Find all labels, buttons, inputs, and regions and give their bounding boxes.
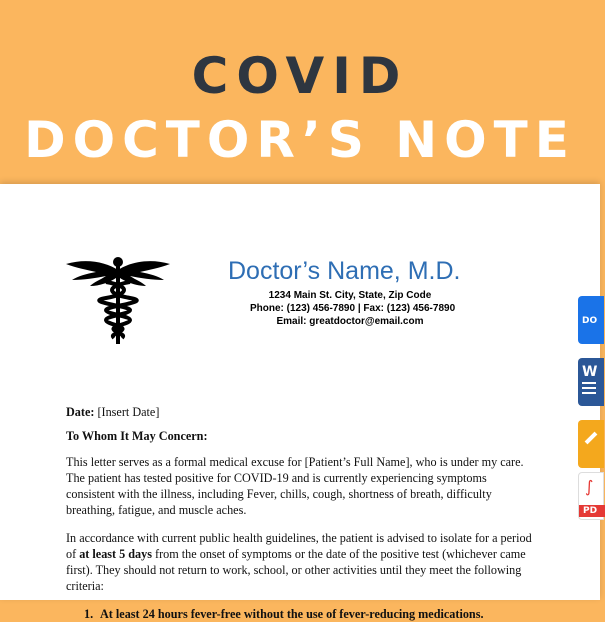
pages-icon[interactable]	[578, 420, 604, 468]
paragraph-2-end: from the onset of symptoms or the date of the positive test (whichever came first). They should not return to work, school, or other activities until they meet the following criteria:	[66, 547, 526, 593]
phone-fax-line: Phone: (123) 456-7890 | Fax: (123) 456-7890	[250, 303, 456, 314]
paragraph-2	[66, 530, 536, 594]
criteria-text: At least 24 hours fever-free without the use of fever-reducing medications.	[100, 607, 484, 621]
criteria-number: 1.	[84, 607, 94, 621]
paragraph-1: This letter serves as a formal medical excuse for [Patient’s Full Name], who is under my care. The patient has tested positive for COVID-19 and is currently experiencing symptoms consistent with the illness, including Fever, chills, cough, shortness of breath, difficulty breathing, fatigue, and muscle aches.	[66, 455, 524, 517]
criteria-list	[84, 606, 536, 622]
doctor-name-heading: Doctor’s Name, M.D.	[228, 257, 461, 285]
letter-body	[66, 404, 536, 622]
google-docs-label: DO	[582, 316, 598, 326]
date-line	[66, 404, 536, 420]
paragraph-2-start: In accordance with current public health guidelines, the patient is advised to isolate for a period of	[66, 531, 532, 561]
salutation: To Whom It May Concern:	[66, 429, 208, 443]
email-line: Email: greatdoctor@email.com	[276, 316, 424, 327]
pdf-icon[interactable]: ∫ PD	[578, 472, 604, 520]
word-icon[interactable]	[578, 358, 604, 406]
banner-title-line1: COVID	[191, 47, 409, 105]
banner	[0, 0, 600, 185]
contact-block	[250, 289, 456, 328]
date-value: [Insert Date]	[94, 405, 160, 419]
date-label: Date:	[66, 405, 95, 419]
caduceus-icon	[66, 254, 170, 346]
criteria-item	[84, 606, 536, 622]
pdf-label: PD	[583, 506, 598, 516]
address-line: 1234 Main St. City, State, Zip Code	[268, 290, 432, 301]
paragraph-2-bold: at least 5 days	[79, 547, 152, 561]
google-docs-icon[interactable]	[578, 296, 604, 344]
document-page	[0, 184, 600, 621]
banner-title-line2: DOCTOR’S NOTE	[24, 111, 576, 169]
word-label: W	[582, 364, 598, 380]
